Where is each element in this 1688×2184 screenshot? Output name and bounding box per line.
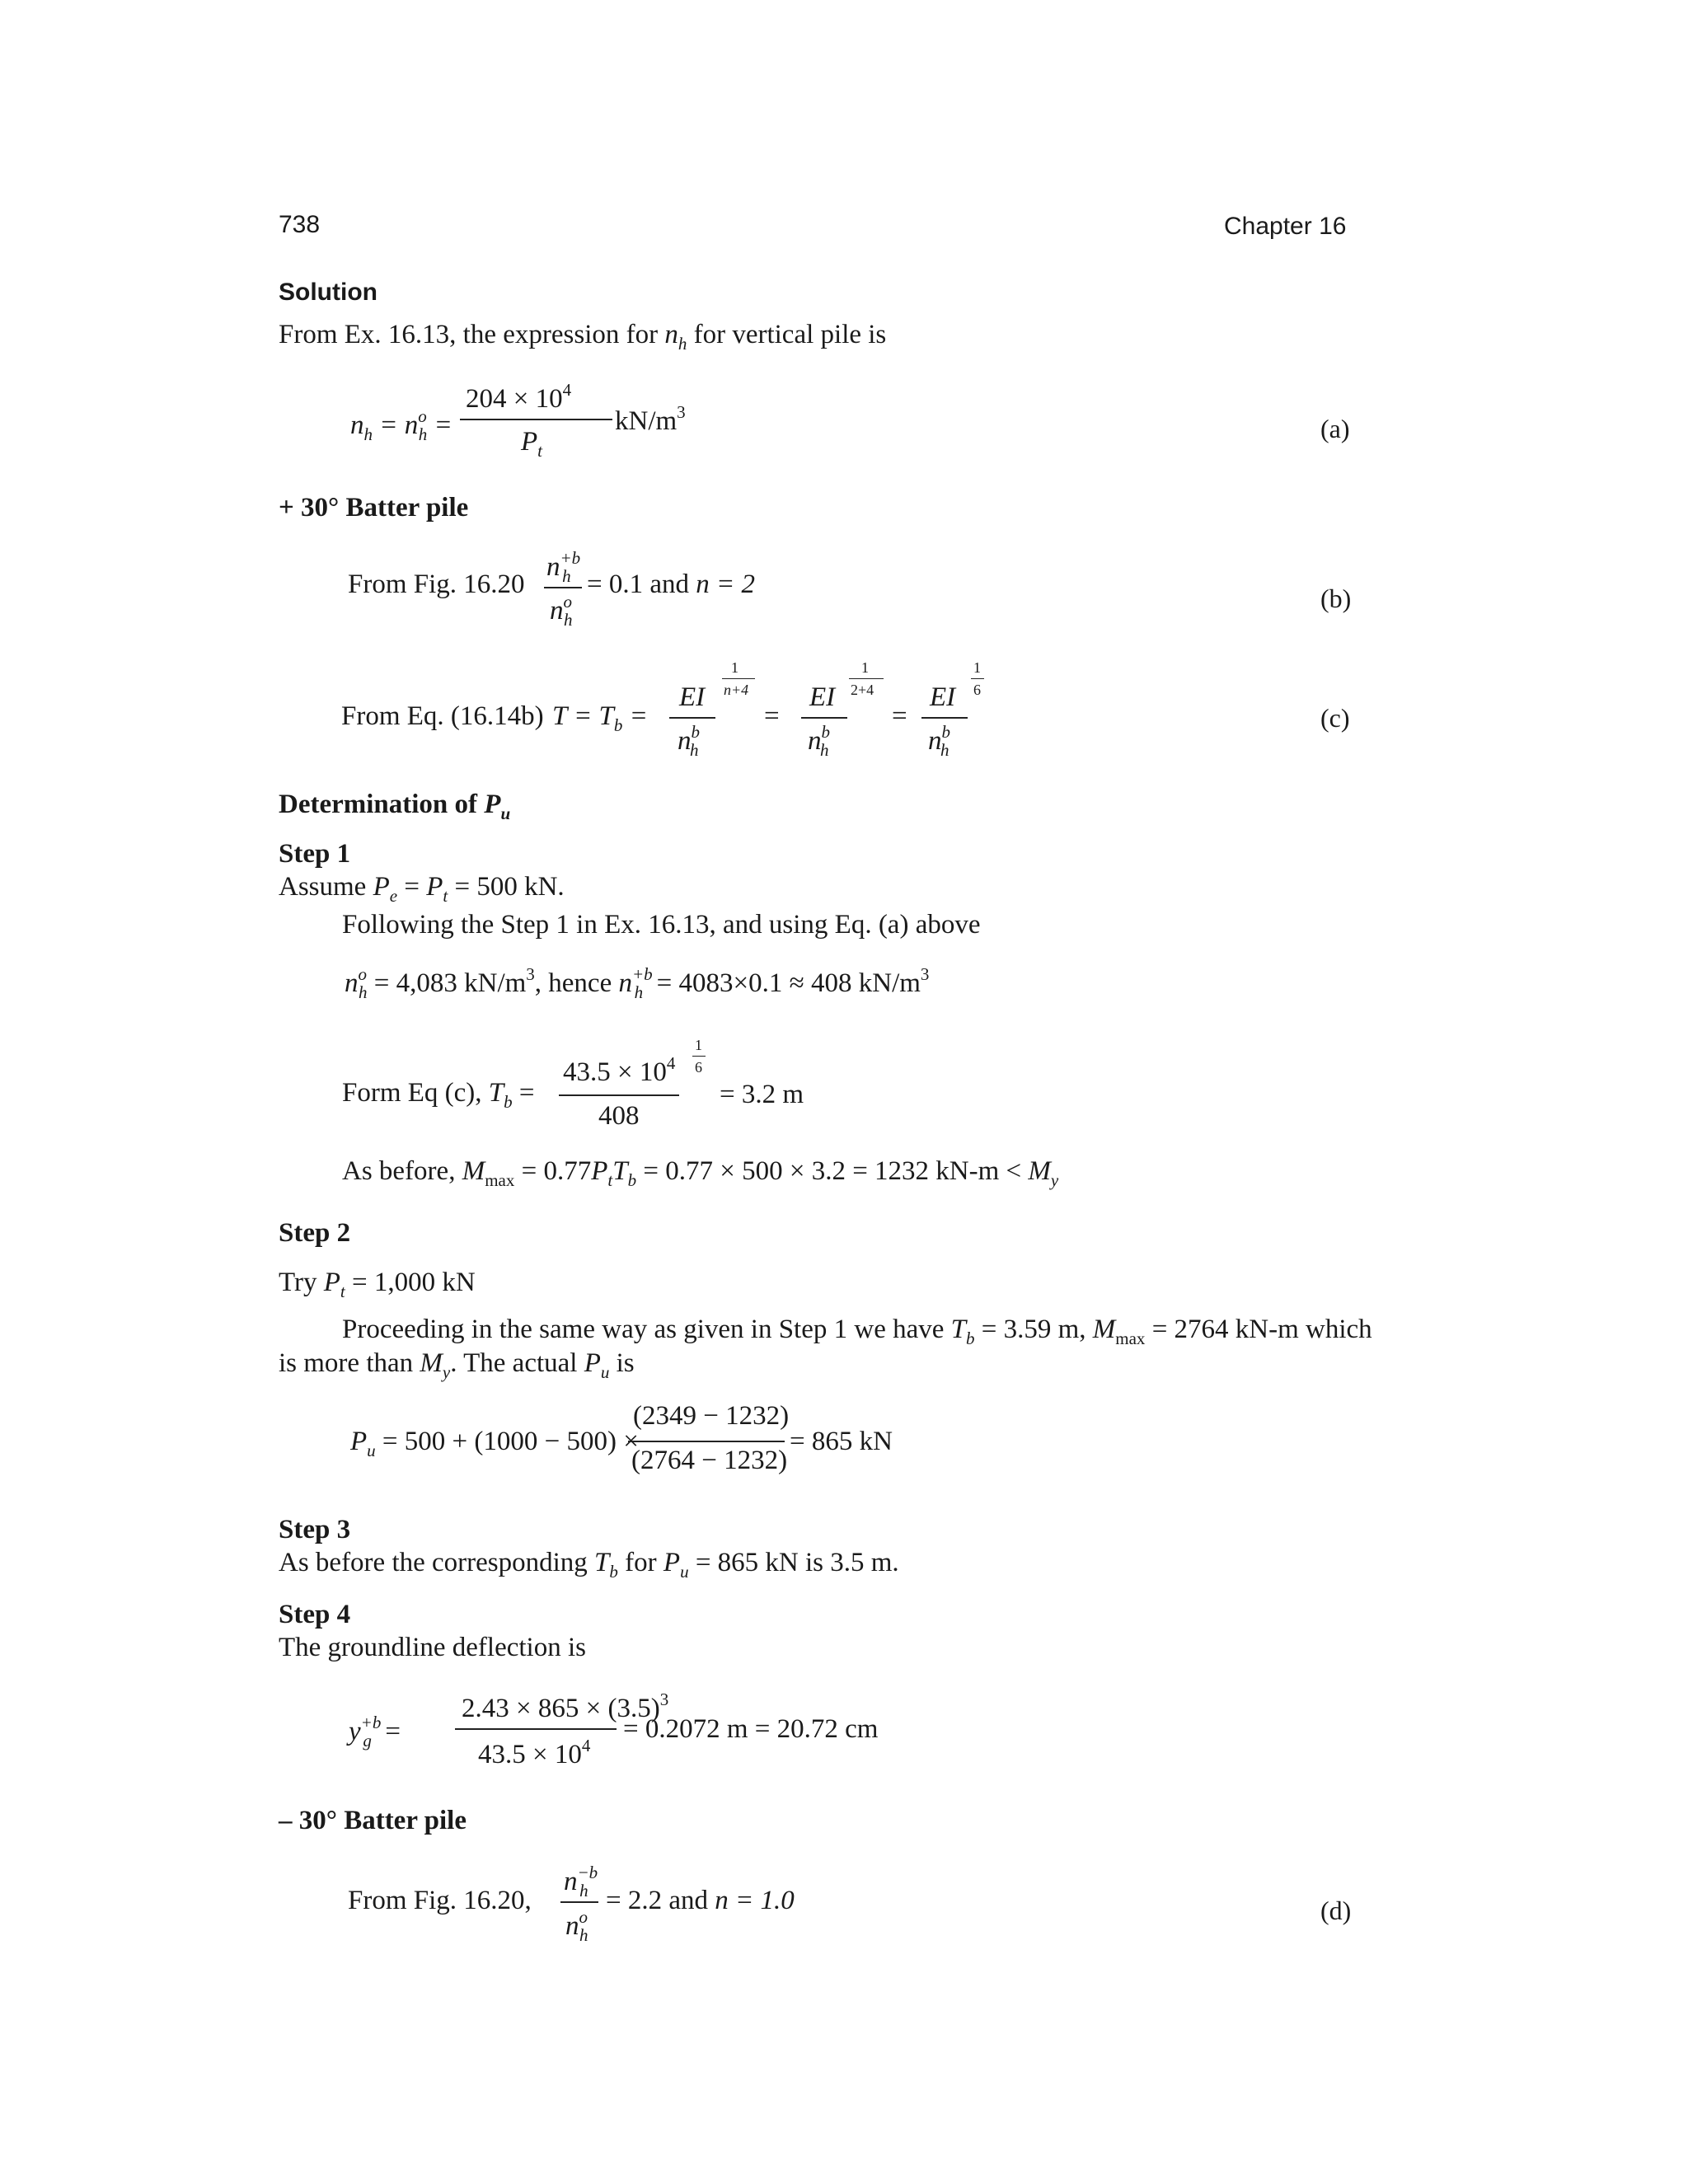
eq-c-exp2-den: 2+4 <box>851 682 874 698</box>
eq-a-label: (a) <box>1320 414 1350 443</box>
eq-d-numerator: $n^{-b}_h$ <box>564 1863 598 1900</box>
step1-tb-exp-num: 1 <box>695 1037 702 1053</box>
step4-yg-result: = 0.2072 m = 20.72 cm <box>623 1714 879 1744</box>
determination-heading: Determination of $P_u$ <box>279 790 511 823</box>
eq-c-equals2: = <box>892 701 907 731</box>
eq-c-exp3-num: 1 <box>973 659 981 676</box>
step1-tb-denominator: 408 <box>598 1101 640 1131</box>
eq-a-fraction-bar <box>460 419 612 420</box>
eq-a-numerator: $204 \times 10^4$ <box>466 380 572 414</box>
step3-heading: Step 3 <box>279 1515 351 1544</box>
eq-b-rhs: = 0.1 and n = 2 <box>587 569 756 599</box>
step4-heading: Step 4 <box>279 1600 351 1629</box>
eq-c-exp3-bar <box>971 678 984 679</box>
eq-c-term2-num: EI <box>809 682 836 712</box>
step1-nh: $n^o_h = 4,083$ $kN/m^3$, hence $n^{+b}_h = 4083\times 0.1 \approx 408$ $kN/m^3$ <box>345 964 930 1002</box>
eq-d-label: (d) <box>1320 1896 1352 1925</box>
step1-tb-numerator: $43.5 \times 10^4$ <box>563 1053 676 1087</box>
eq-c-exp1-num: 1 <box>731 659 738 676</box>
chapter-title: Chapter 16 <box>1224 213 1347 240</box>
step1-tb-bar <box>559 1094 679 1096</box>
eq-c-term1-bar <box>669 717 715 719</box>
eq-c-term2-bar <box>801 717 847 719</box>
eq-c-prefix: From Eq. (16.14b) <box>341 701 544 731</box>
step2-heading: Step 2 <box>279 1218 351 1248</box>
step3-text: As before the corresponding $T_b$ for $P_u = 865$ kN is 3.5 m. <box>279 1548 899 1582</box>
step2-try: Try $P_t = 1,000$ kN <box>279 1268 476 1301</box>
eq-b-label: (b) <box>1320 583 1352 613</box>
eq-d-rhs: = 2.2 and n = 1.0 <box>606 1886 795 1915</box>
eq-c-term1-den: $n^b_h$ <box>678 722 700 760</box>
eq-c-term3-num: EI <box>930 682 956 712</box>
eq-b-denominator: $n^o_h$ <box>550 592 573 630</box>
step1-assume: Assume $P_e = P_t = 500$ kN. <box>279 872 565 906</box>
eq-a-lhs: $n_h = n^o_h$ = <box>350 406 452 444</box>
eq-a-denominator: $P_t$ <box>521 427 543 461</box>
step2-pu-denominator: (2764 − 1232) <box>631 1446 788 1475</box>
eq-c-exp2-bar <box>849 678 884 679</box>
eq-d-denominator: $n^o_h$ <box>565 1907 588 1945</box>
eq-c-equals1: = <box>764 701 780 731</box>
step1-tb-exp-den: 6 <box>695 1059 702 1076</box>
step2-proceeding: Proceeding in the same way as given in Step 1 we have $T_b = 3.59$ m, $M_{max} = 2764$ kN-m which <box>342 1315 1372 1348</box>
step2-line2: is more than $M_y$. The actual $P_u$ is <box>279 1348 635 1382</box>
step4-yg-bar <box>455 1728 617 1730</box>
eq-c-exp1-den: n+4 <box>724 682 749 698</box>
step2-pu-numerator: (2349 − 1232) <box>633 1401 790 1431</box>
eq-c-exp3-den: 6 <box>973 682 981 698</box>
plus-batter-heading: + 30° Batter pile <box>279 493 469 523</box>
step1-tb-result: = 3.2 m <box>720 1080 804 1109</box>
eq-c-term3-den: $n^b_h$ <box>928 722 950 760</box>
step4-yg-denominator: $43.5 \times 10^4$ <box>478 1736 591 1769</box>
step2-pu-bar <box>628 1441 785 1442</box>
step1-following: Following the Step 1 in Ex. 16.13, and using Eq. (a) above <box>342 910 981 940</box>
step2-pu-lhs: $P_u = 500 + (1000 - 500)$ × <box>350 1427 639 1460</box>
step1-heading: Step 1 <box>279 839 351 869</box>
step4-yg-numerator: $2.43 \times 865 \times (3.5)^3$ <box>462 1690 669 1723</box>
eq-c-term2-den: $n^b_h$ <box>808 722 830 760</box>
step4-text: The groundline deflection is <box>279 1633 586 1662</box>
eq-c-exp2-num: 1 <box>861 659 869 676</box>
eq-d-fraction-bar <box>560 1901 598 1903</box>
page-number: 738 <box>279 211 321 238</box>
eq-b-prefix: From Fig. 16.20 <box>348 569 525 599</box>
step1-mmax: As before, $M_{max} = 0.77P_tT_b = 0.77 \times 500 \times 3.2 = 1232$ $kN-m < M_y$ <box>342 1156 1059 1190</box>
step1-form-eq: Form Eq (c), $T_b$ = <box>342 1078 535 1112</box>
eq-b-fraction-bar <box>544 587 582 588</box>
solution-heading: Solution <box>279 279 377 306</box>
eq-d-prefix: From Fig. 16.20, <box>348 1886 532 1915</box>
solution-intro: From Ex. 16.13, the expression for $n_h$ for vertical pile is <box>279 320 887 354</box>
eq-c-term1-num: EI <box>679 682 706 712</box>
eq-c-label: (c) <box>1320 703 1350 733</box>
step4-yg-lhs: $y^{+b}_g$ = <box>349 1713 401 1750</box>
step2-pu-result: = 865 kN <box>790 1427 893 1456</box>
minus-batter-heading: – 30° Batter pile <box>279 1806 467 1835</box>
step1-tb-exp-bar <box>692 1056 706 1057</box>
eq-c-lhs: $T = T_b$ = <box>552 701 648 735</box>
eq-a-unit: $kN/m^3$ <box>615 402 686 436</box>
eq-b-numerator: $n^{+b}_h$ <box>546 548 581 586</box>
eq-c-term3-bar <box>921 717 968 719</box>
eq-c-exp1-bar <box>722 678 755 679</box>
